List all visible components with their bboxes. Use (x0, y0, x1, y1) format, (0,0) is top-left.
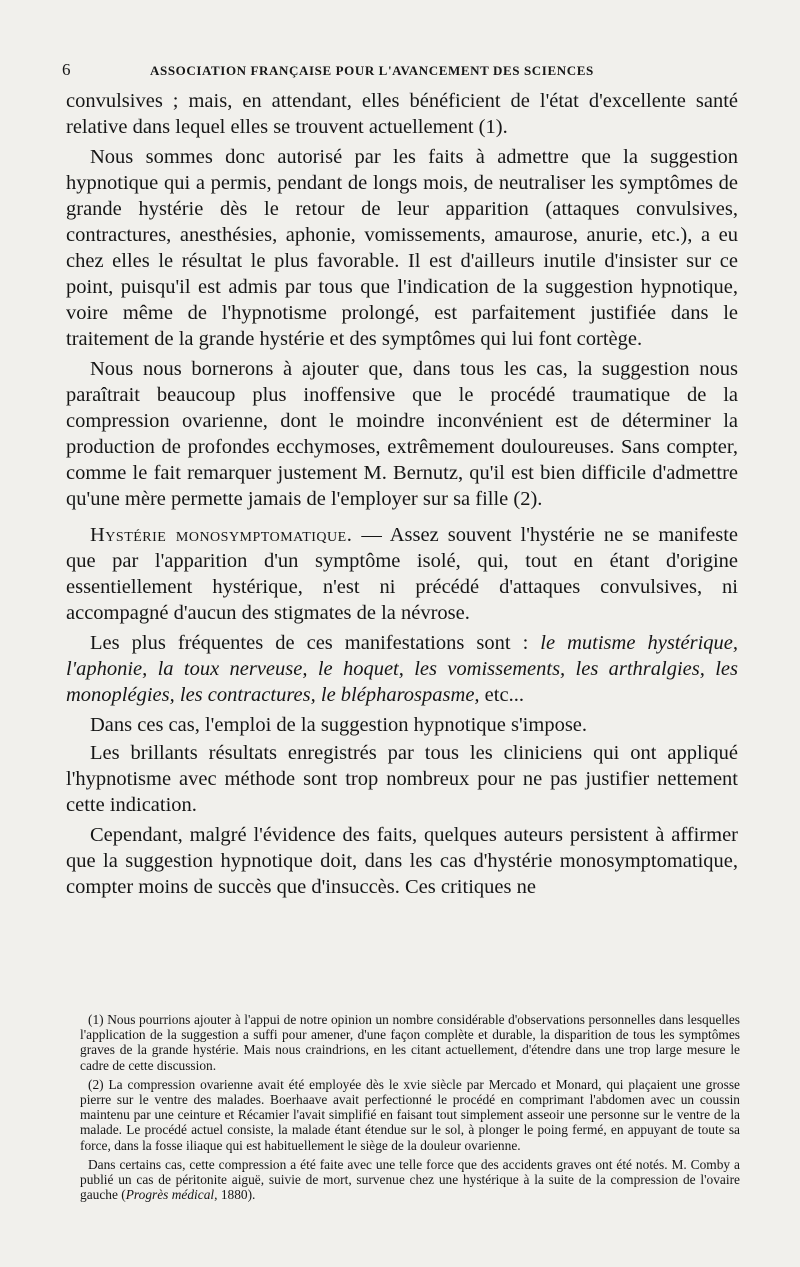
paragraph-5-lead: Les plus fréquentes de ces manifestations sont : (90, 632, 541, 654)
footnote-source: Progrès médical (125, 1187, 215, 1203)
paragraph-8: Cependant, malgré l'évidence des faits, quelques auteurs persistent à affirmer que la suggestion hypnotique doit, dans les cas d'hystérie monosymptomatique, compter moins de succès que d'insuccès. Ces critiques ne (66, 824, 738, 898)
section-heading: Hystérie monosymptomatique. (90, 524, 353, 546)
footnote-3-text: Dans certains cas, cette compression a été faite avec une telle force que des accidents graves ont été notés. M. Comby a publié un cas de péritonite aiguë, suivie de mort, survenue chez une hystérique à la suite de la compression de l'ovaire gauche ( (80, 1156, 740, 1203)
symptom-list: le mutisme hystérique, l'aphonie, la toux nerveuse, le hoquet, les vomissements, les arthralgies, les monoplégies, les contractures, le blépharospasme, (66, 632, 738, 706)
running-header (62, 60, 738, 84)
paragraph-7: Les brillants résultats enregistrés par tous les cliniciens qui ont appliqué l'hypnotisme avec méthode sont trop nombreux pour ne pas justifier nettement cette indication. (66, 742, 738, 816)
footnote-1: (1) Nous pourrions ajouter à l'appui de notre opinion un nombre considérable d'observations personnelles dans lesquelles l'application de la suggestion a suffi pour amener, d'une façon complète et durable, la disparition de tous les symptômes graves de la grande hystérie. Mais nous craindrions, en les citant actuellement, d'étendre dans une trop large mesure le cadre de cette discussion. (80, 1012, 740, 1073)
footnotes (80, 1012, 740, 1206)
paragraph-4 (66, 522, 738, 626)
paragraph-1: convulsives ; mais, en attendant, elles bénéficient de l'état d'excellente santé relative dans lequel elles se trouvent actuellement (1). (66, 90, 738, 138)
paragraph-3: Nous nous bornerons à ajouter que, dans tous les cas, la suggestion nous paraîtrait beaucoup plus inoffensive que le procédé traumatique de la compression ovarienne, dont le moindre inconvénient est de déterminer la production de profondes ecchymoses, extrêmement douloureuses. Sans compter, comme le fait remarquer justement M. Bernutz, qu'il est bien difficile d'admettre qu'une mère permette jamais de l'employer sur sa fille (2). (66, 358, 738, 510)
main-text (66, 88, 738, 904)
paragraph-2: Nous sommes donc autorisé par les faits à admettre que la suggestion hypnotique qui a permis, pendant de longs mois, de neutraliser les symptômes de grande hystérie dès le retour de leur apparition (attaques convulsives, contractures, anesthésies, aphonie, vomissements, amaurose, anurie, etc.), a eu chez elles le résultat le plus favorable. Il est d'ailleurs inutile d'insister sur ce point, puisqu'il est admis par tous que l'indication de la suggestion hypnotique, voire même de l'hypnotisme prolongé, est parfaitement justifiée dans le traitement de la grande hystérie et des symptômes qui lui font cortège. (66, 146, 738, 350)
paragraph-5 (66, 630, 738, 708)
footnote-year: , 1880). (214, 1187, 256, 1203)
footnote-2: (2) La compression ovarienne avait été employée dès le xvie siècle par Mercado et Monard, qui plaçaient une grosse pierre sur le ventre des malades. Boerhaave avait perfectionné le procédé en comprimant l'abdomen avec un coussin maintenu par une ceinture et Récamier l'avait simplifié en faisant tout simplement asseoir une personne sur le ventre de la malade. Le procédé actuel consiste, la malade étant étendue sur le sol, à plonger le poing fermé, en appuyant de toute sa force, dans la fosse iliaque qui est habituellement le siège de la douleur ovarienne. (80, 1076, 740, 1153)
paragraph-4-text: — Assez souvent l'hystérie ne se manifeste que par l'apparition d'un symptôme isolé, qui, tout en étant d'origine essentiellement hystérique, n'est ni précédé d'attaques convulsives, ni accompagné d'aucun des stigmates de la névrose. (66, 524, 739, 624)
running-title: ASSOCIATION FRANÇAISE POUR L'AVANCEMENT DES SCIENCES (150, 63, 594, 78)
page-number: 6 (62, 60, 72, 79)
paragraph-6: Dans ces cas, l'emploi de la suggestion hypnotique s'impose. (90, 714, 588, 736)
footnote-2-continued (80, 1157, 740, 1203)
paragraph-5-tail: etc... (479, 684, 524, 706)
